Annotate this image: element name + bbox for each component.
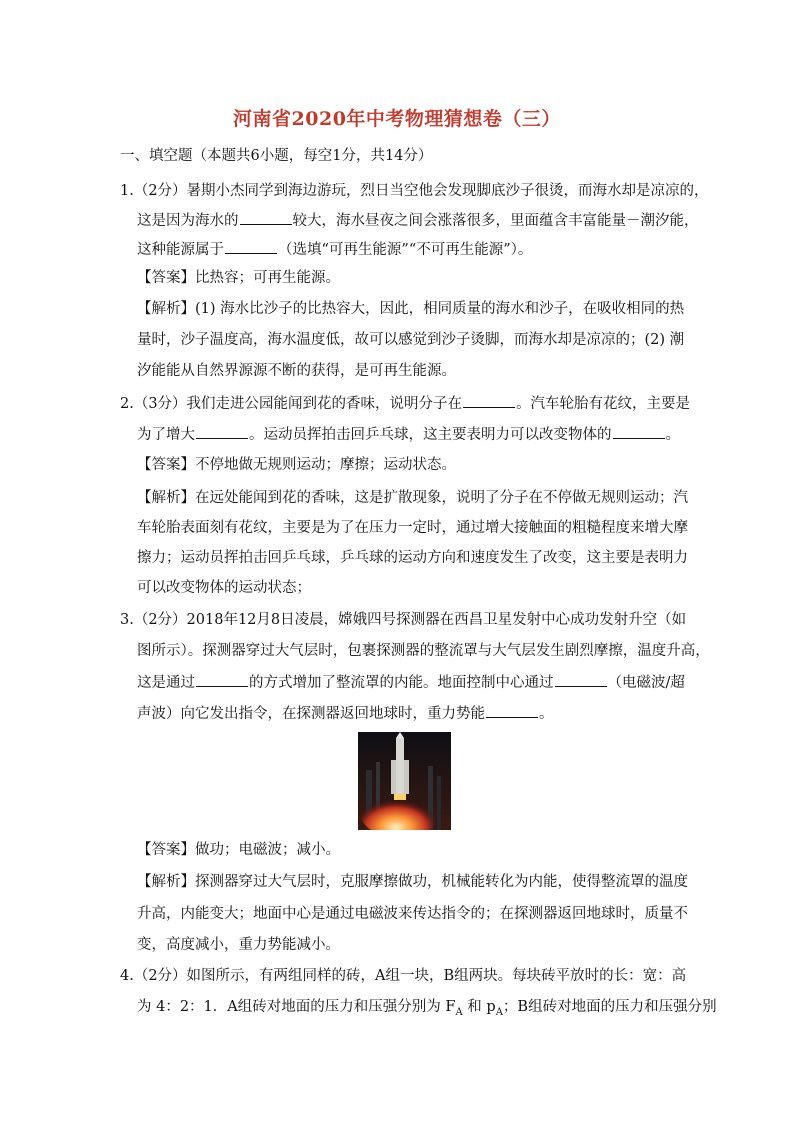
q2-line-1 [120,393,690,414]
q3-line-4-a: 声波）向它发出指令，在探测器返回地球时，重力势能 [137,706,485,722]
answer-blank [196,672,248,687]
q1-answer: 【答案】比热容；可再生能源。 [137,270,340,286]
q4-line-1: 4.（2分）如图所示，有两组同样的砖，A组一块，B组两块。每块砖平放时的长：宽：高 [120,968,687,984]
q4-line-2 [137,997,717,1023]
q3-line-3-c: （电磁波/超 [607,675,685,691]
q4-line-2-b: 和 p [462,999,496,1015]
q3-line-1: 3.（2分）2018年12月8日凌晨，嫦娥四号探测器在西昌卫星发射中心成功发射升空（如 [120,612,687,628]
q3-answer: 【答案】做功；电磁波；减小。 [137,842,340,858]
answer-blank [486,703,538,718]
q2-line-2 [137,424,680,445]
q1-line-3-a: 这种能源属于 [137,242,224,258]
q2-analysis-2: 车轮胎表面刻有花纹，主要是为了在压力一定时，通过增大接触面的粗糙程度来增大摩 [137,520,688,536]
q1-line-2-b: 较大，海水昼夜之间会涨落很多，里面蕴含丰富能量－潮汐能， [292,213,699,229]
q3-analysis-2: 升高，内能变大；地面中心是通过电磁波来传达指令的；在探测器返回地球时，质量不 [137,906,688,922]
rocket-launch-picture [358,732,451,830]
subscript-a: A [495,1006,503,1018]
section-heading: 一、填空题（本题共6小题，每空1分，共14分） [120,148,433,164]
answer-blank [463,393,515,408]
answer-blank [555,672,607,687]
q1-analysis-1: 【解析】(1) 海水比沙子的比热容大，因此，相同质量的海水和沙子，在吸收相同的热 [137,301,685,317]
q1-line-1: 1.（2分）暑期小杰同学到海边游玩，烈日当空他会发现脚底沙子很烫，而海水却是凉凉的， [120,183,709,199]
q2-analysis-3: 擦力；运动员挥拍击回乒乓球，乒乓球的运动方向和速度发生了改变，这主要是表明力 [137,550,688,566]
q1-analysis-2: 量时，沙子温度高，海水温度低，故可以感觉到沙子烫脚，而海水却是凉凉的；(2) 潮 [137,332,685,348]
subscript-a: A [455,1006,463,1018]
q1-line-3-b: （选填“可再生能源”“不可再生能源”）。 [278,242,533,258]
q3-analysis-3: 变，高度减小，重力势能减小。 [137,937,340,953]
q4-line-2-a: 为 4：2：1．A组砖对地面的压力和压强分别为 F [137,999,456,1015]
q2-line-2-a: 为了增大 [137,427,195,443]
answer-blank [196,424,248,439]
q2-line-2-b: 。运动员挥拍击回乒乓球，这主要表明力可以改变物体的 [249,427,612,443]
q3-line-4 [137,703,554,724]
q3-line-4-b: 。 [539,706,554,722]
answer-blank [613,424,665,439]
q1-analysis-3: 汐能能从自然界源源不断的获得，是可再生能源。 [137,363,456,379]
q2-line-1-b: 。汽车轮胎有花纹，主要是 [516,396,691,412]
q2-answer: 【答案】不停地做无规则运动；摩擦；运动状态。 [137,457,456,473]
q1-line-2-a: 这是因为海水的 [137,213,239,229]
answer-blank [225,239,277,254]
q1-line-3 [137,239,532,260]
q2-line-2-c: 。 [665,427,680,443]
q4-line-2-c: ；B组砖对地面的压力和压强分别 [502,999,717,1015]
page-title: 河南省2020年中考物理猜想卷（三） [233,108,561,130]
q2-analysis-4: 可以改变物体的运动状态； [137,580,311,596]
rocket-launch-image [358,732,451,830]
q2-line-1-a: 2.（3分）我们走进公园能闻到花的香味，说明分子在 [120,396,463,412]
q2-analysis-1: 【解析】在远处能闻到花的香味，这是扩散现象，说明了分子在不停做无规则运动；汽 [137,490,688,506]
q3-line-3-b: 的方式增加了整流罩的内能。地面控制中心通过 [249,675,554,691]
q3-line-3 [137,672,685,693]
q3-analysis-1: 【解析】探测器穿过大气层时，克服摩擦做功，机械能转化为内能，使得整流罩的温度 [137,874,688,890]
q3-line-3-a: 这是通过 [137,675,195,691]
q1-line-2 [137,210,699,231]
answer-blank [240,210,292,225]
q3-line-2: 图所示）。探测器穿过大气层时，包裹探测器的整流罩与大气层发生剧烈摩擦，温度升高， [137,643,710,659]
